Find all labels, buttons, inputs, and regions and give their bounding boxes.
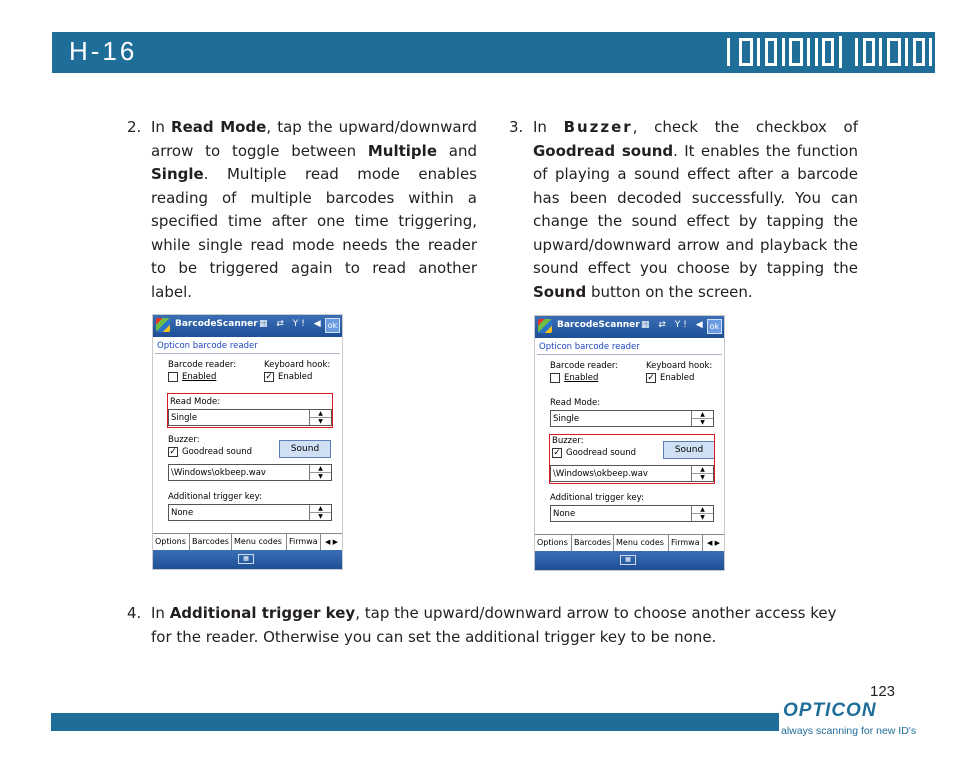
divider: [537, 354, 722, 355]
enabled-label: Enabled: [278, 372, 313, 382]
divider: [155, 353, 340, 354]
tab-menu-codes: Menu codes: [232, 534, 287, 550]
step-text: , tap the upward/downward arrow to toggle between: [151, 118, 477, 160]
goodread-label: Goodread sound: [566, 448, 637, 458]
step-keyword: Single: [151, 165, 204, 183]
tab-options: Options: [535, 535, 572, 551]
trigger-key-select: [168, 504, 332, 521]
trigger-key-value: None: [553, 509, 576, 519]
barcode-reader-label: Barcode reader:: [550, 361, 619, 371]
updown-arrow-icon: ▲ ▼: [691, 466, 713, 481]
read-mode-value: Single: [553, 414, 580, 424]
barcode-reader-checkbox: [550, 373, 560, 383]
start-flag-icon: [156, 318, 170, 332]
ok-button: ok: [707, 319, 722, 334]
step-4-trigger-key: [127, 602, 861, 649]
goodread-label: Goodread sound: [182, 447, 253, 457]
barcode-reader-label: Barcode reader:: [168, 360, 237, 370]
start-flag-icon: [538, 319, 552, 333]
status-icons: ▦ ⇄ Y! ◀: [641, 320, 706, 330]
keyboard-icon: ▦: [620, 555, 636, 565]
step-text: In: [151, 118, 172, 136]
step-text: , tap the upward/downward arrow to choose another access key for the reader. Otherwise you can set the additional trigger key to be none.: [151, 604, 837, 646]
tab-scroll-arrows-icon: ◀ ▶: [702, 535, 724, 551]
step-number: 2.: [127, 118, 142, 136]
step-number: 4.: [127, 604, 142, 622]
trigger-key-label: Additional trigger key:: [550, 493, 644, 503]
step-keyword: Goodread sound: [533, 141, 674, 160]
page-number: 123: [870, 683, 896, 700]
device-title-bar: [535, 316, 724, 338]
goodread-checkbox: ✓: [169, 447, 177, 457]
enabled-label: Enabled: [182, 372, 217, 382]
step-text: In: [151, 604, 170, 622]
step-keyword: Buzzer: [563, 118, 633, 136]
app-title: BarcodeScanner: [175, 319, 258, 329]
bottom-bar: [535, 551, 724, 570]
keyboard-hook-checkbox: ✓: [265, 372, 273, 382]
enabled-label: Enabled: [660, 373, 695, 383]
tab-options: Options: [153, 534, 190, 550]
sound-button: Sound: [663, 441, 715, 459]
step-text: button on the screen.: [586, 282, 753, 301]
step-text: and: [437, 141, 477, 160]
ok-button: ok: [325, 318, 340, 333]
step-text: . It enables the function of playing a sound effect after a barcode has been decoded successfully. You can change the sound effect by tapping the upward/downward arrow and playback the sound effect you choose by tapping the: [533, 141, 858, 277]
keyboard-hook-label: Keyboard hook:: [264, 360, 331, 370]
highlight-box: [167, 393, 333, 428]
updown-arrow-icon: ▲ ▼: [691, 506, 713, 521]
updown-arrow-icon: ▲ ▼: [309, 410, 331, 425]
step-text: , check the checkbox of: [632, 118, 858, 136]
tab-scroll-arrows-icon: ◀ ▶: [320, 534, 342, 550]
updown-arrow-icon: ▲ ▼: [309, 505, 331, 520]
sound-file-value: \Windows\okbeep.wav: [553, 469, 648, 479]
sound-file-value: \Windows\okbeep.wav: [171, 468, 266, 478]
sound-button: Sound: [279, 440, 331, 458]
opticon-logo: OPTICON: [783, 700, 877, 721]
status-icons: ▦ ⇄ Y! ◀: [259, 319, 324, 329]
goodread-checkbox: ✓: [553, 448, 561, 458]
trigger-key-value: None: [171, 508, 194, 518]
step-text: . Multiple read mode enables reading of multiple barcodes within a specified time after one time triggering, while single read mode needs the reader to be triggered again to read another label.: [151, 165, 477, 301]
updown-arrow-icon: ▲ ▼: [309, 465, 331, 480]
tab-firmware: Firmwa: [671, 538, 700, 547]
trigger-key-select: [550, 505, 714, 522]
step-keyword: Read Mode: [171, 118, 267, 136]
buzzer-label: Buzzer:: [168, 435, 200, 445]
read-mode-select: [550, 410, 714, 427]
footer-bar: [51, 713, 779, 731]
device-title-bar: [153, 315, 342, 337]
barcode-graphic: [727, 36, 933, 68]
page-title: H-16: [69, 36, 138, 66]
updown-arrow-icon: ▲ ▼: [691, 411, 713, 426]
highlight-box: [549, 434, 715, 484]
step-2-read-mode: [127, 116, 477, 304]
read-mode-value: Single: [171, 413, 198, 423]
app-header: Opticon barcode reader: [157, 341, 258, 351]
step-keyword: Multiple: [367, 141, 437, 160]
tab-menu-codes: Menu codes: [614, 535, 669, 551]
keyboard-icon: ▦: [238, 554, 254, 564]
read-mode-label: Read Mode:: [170, 397, 221, 407]
trigger-key-label: Additional trigger key:: [168, 492, 262, 502]
step-text: In: [533, 118, 564, 136]
read-mode-label: Read Mode:: [550, 398, 601, 408]
tab-firmware: Firmwa: [289, 537, 318, 546]
enabled-label: Enabled: [564, 373, 599, 383]
tab-barcodes: Barcodes: [190, 534, 232, 550]
tagline: always scanning for new ID's: [781, 725, 917, 737]
step-keyword: Additional trigger key: [169, 604, 356, 622]
buzzer-label: Buzzer:: [552, 436, 584, 446]
bottom-bar: [153, 550, 342, 569]
step-keyword: Sound: [533, 282, 587, 301]
keyboard-hook-checkbox: ✓: [647, 373, 655, 383]
tab-barcodes: Barcodes: [572, 535, 614, 551]
tab-bar: [535, 534, 724, 551]
step-3-buzzer: [509, 116, 858, 304]
step-number: 3.: [509, 118, 524, 136]
app-title: BarcodeScanner: [557, 320, 640, 330]
device-screenshot-buzzer: [534, 315, 725, 571]
keyboard-hook-label: Keyboard hook:: [646, 361, 713, 371]
app-header: Opticon barcode reader: [539, 342, 640, 352]
sound-file-select: [168, 464, 332, 481]
tab-bar: [153, 533, 342, 550]
device-screenshot-read-mode: [152, 314, 343, 570]
barcode-reader-checkbox: [168, 372, 178, 382]
